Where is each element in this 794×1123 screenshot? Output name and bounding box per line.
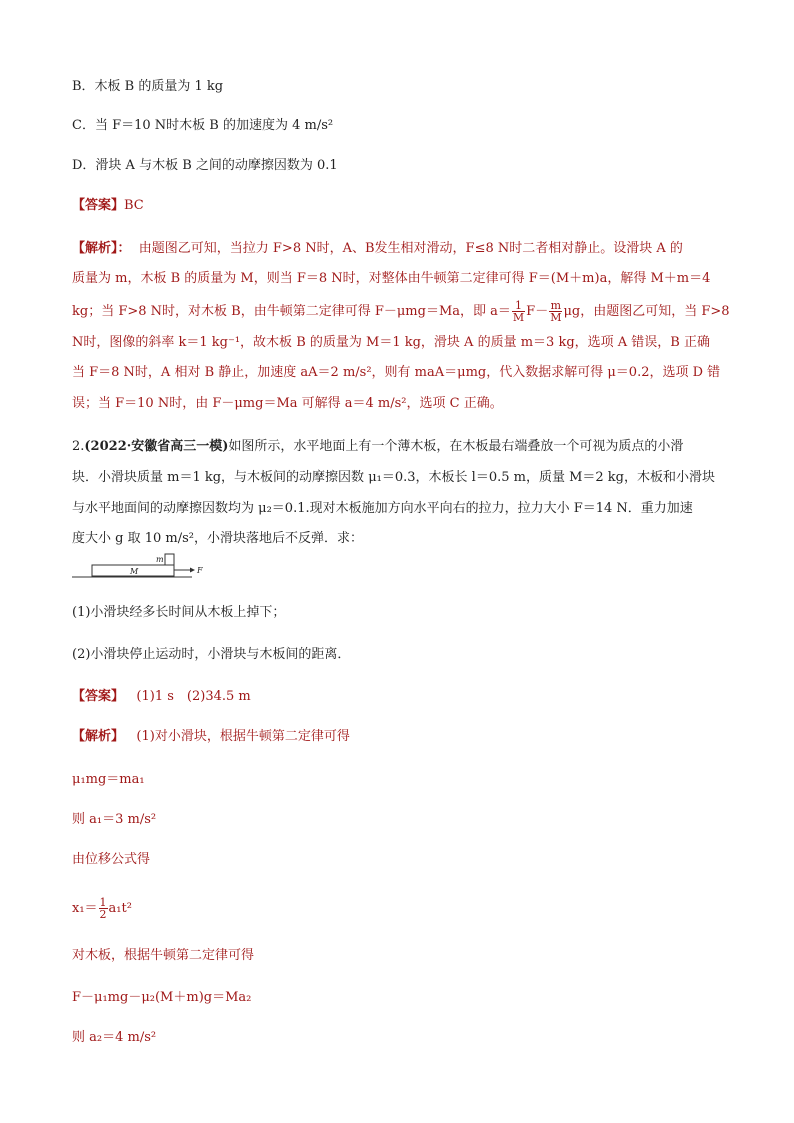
equation-3: 由位移公式得: [72, 852, 151, 867]
problem-source: (2022·安徽省高三一模): [84, 439, 229, 454]
question-2: (2)小滑块停止运动时，小滑块与木板间的距离．: [72, 647, 351, 662]
analysis-text: kg；当 F>8 N时，对木板 B，由牛顿第二定律可得 F－μmg＝Ma，即 a＝: [72, 304, 511, 319]
problem-2-line-4: 度大小 g 取 10 m/s²，小滑块落地后不反弹．求：: [72, 531, 363, 546]
analysis-1-line-5: 当 F＝8 N时，A 相对 B 静止，加速度 aA＝2 m/s²，则有 maA＝μmg，代入数据求解可得 μ＝0.2，选项 D 错: [72, 365, 721, 380]
analysis-text: μg，由题图乙可知，当 F>8: [563, 304, 730, 319]
fraction-numerator: 1: [512, 300, 525, 312]
problem-2-line-3: 与水平地面间的动摩擦因数均为 μ₂＝0.1.现对木板施加方向水平向右的拉力，拉力大小 F＝14 N．重力加速: [72, 501, 693, 516]
answer-value: (1)1 s (2)34.5 m: [136, 689, 251, 704]
analysis-text: 由题图乙可知，当拉力 F>8 N时，A、B发生相对滑动，F≤8 N时二者相对静止。设滑块 A 的: [138, 241, 683, 256]
analysis-label: 【解析】：: [72, 241, 131, 256]
label-f: F: [197, 566, 203, 575]
analysis-1-line-1: [72, 239, 683, 259]
equation-text: x₁＝: [72, 901, 98, 916]
analysis-1-line-4: N时，图像的斜率 k＝1 kg⁻¹，故木板 B 的质量为 M＝1 kg，滑块 A 的质量 m＝3 kg，选项 A 错误，B 正确: [72, 335, 710, 350]
equation-7: 则 a₂＝4 m/s²: [72, 1030, 157, 1045]
analysis-1-line-3: [72, 300, 730, 323]
analysis-label: 【解析】: [72, 729, 125, 744]
board-block-figure: [72, 550, 212, 582]
fraction-one-half: [99, 897, 108, 920]
equation-1: μ₁mg＝ma₁: [72, 772, 145, 787]
label-m-small: m: [156, 555, 164, 564]
fraction-1-over-m: [512, 300, 525, 323]
problem-number: 2.: [72, 439, 85, 454]
option-d: D．滑块 A 与木板 B 之间的动摩擦因数为 0.1: [72, 158, 338, 173]
arrow-head-icon: [190, 568, 195, 573]
fraction-m-over-m: [549, 300, 562, 323]
option-b: B．木板 B 的质量为 1 kg: [72, 79, 224, 94]
problem-text: 如图所示，水平地面上有一个薄木板，在木板最右端叠放一个可视为质点的小滑: [228, 439, 684, 454]
answer-label: 【答案】: [72, 689, 125, 704]
fraction-denominator: M: [512, 311, 525, 324]
block-m-rect: [165, 554, 174, 565]
equation-6: F－μ₁mg－μ₂(M＋m)g＝Ma₂: [72, 990, 252, 1005]
analysis-text: (1)对小滑块，根据牛顿第二定律可得: [136, 729, 350, 744]
problem-2-line-1: [72, 437, 683, 457]
answer-1: [72, 196, 144, 216]
equation-2: 则 a₁＝3 m/s²: [72, 812, 157, 827]
answer-2: [72, 687, 251, 707]
analysis-1-line-6: 误；当 F＝10 N时，由 F－μmg＝Ma 可解得 a＝4 m/s²，选项 C 正确。: [72, 396, 503, 411]
label-m-large: M: [130, 567, 139, 576]
question-1: (1)小滑块经多长时间从木板上掉下；: [72, 605, 286, 620]
analysis-text: F－: [526, 304, 549, 319]
option-c: C．当 F＝10 N时木板 B 的加速度为 4 m/s²: [72, 118, 334, 133]
equation-4: [72, 897, 132, 920]
answer-label: 【答案】: [72, 198, 125, 213]
answer-value: BC: [124, 198, 144, 213]
equation-text: a₁t²: [108, 901, 132, 916]
problem-2-line-2: 块．小滑块质量 m＝1 kg，与木板间的动摩擦因数 μ₁＝0.3，木板长 l＝0.5 m，质量 M＝2 kg，木板和小滑块: [72, 470, 715, 485]
analysis-1-line-2: 质量为 m，木板 B 的质量为 M，则当 F＝8 N时，对整体由牛顿第二定律可得 F＝(M＋m)a，解得 M＋m＝4: [72, 271, 711, 286]
equation-5: 对木板，根据牛顿第二定律可得: [72, 948, 255, 963]
analysis-2-intro: [72, 727, 350, 747]
fraction-denominator: M: [550, 311, 562, 324]
fraction-denominator: 2: [99, 908, 107, 921]
fraction-numerator: 1: [99, 896, 107, 909]
fraction-numerator: m: [550, 299, 562, 312]
